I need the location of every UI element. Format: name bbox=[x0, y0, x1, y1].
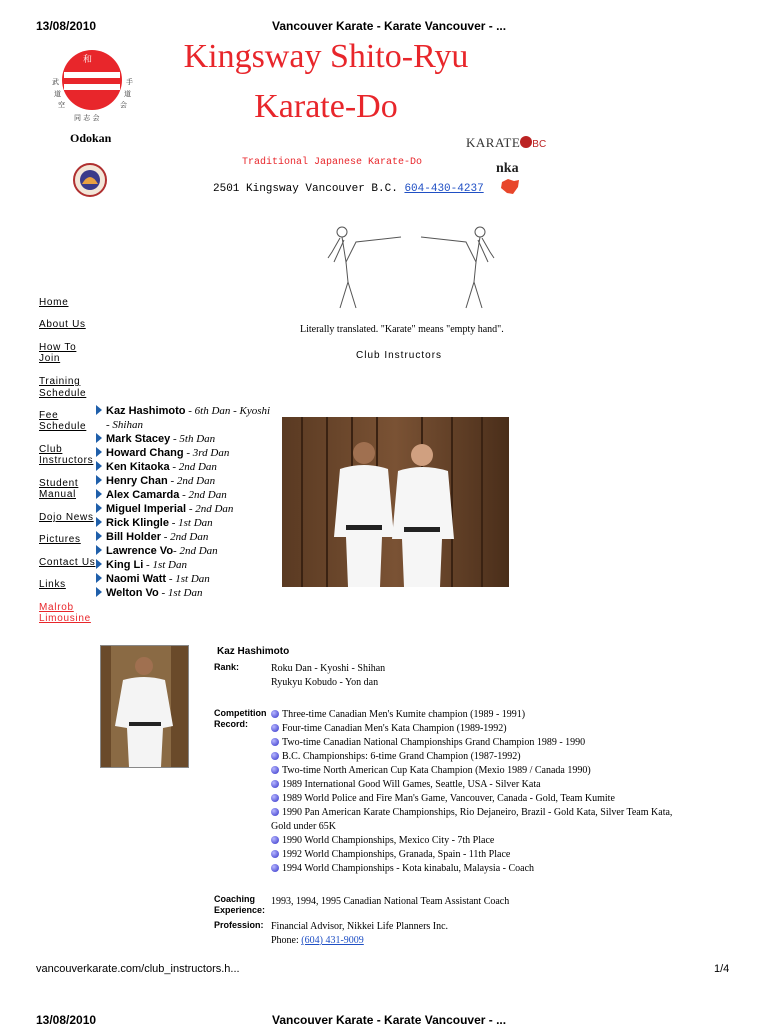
phone-link[interactable]: 604-430-4237 bbox=[404, 183, 484, 195]
record-item: 1990 World Championships, Mexico City - 7th Place bbox=[271, 834, 711, 848]
rank-line-2: Ryukyu Kobudo - Yon dan bbox=[271, 677, 379, 688]
svg-text:手: 手 bbox=[126, 78, 133, 86]
site-address bbox=[213, 183, 484, 195]
nav-fee-1[interactable]: Fee bbox=[39, 410, 59, 421]
instructor-item[interactable]: Rick Klingle - 1st Dan bbox=[96, 516, 213, 530]
triangle-right-icon bbox=[96, 573, 102, 583]
competition-label-1: Competition bbox=[214, 708, 267, 718]
triangle-right-icon bbox=[96, 559, 102, 569]
nav-malrob-2[interactable]: Limousine bbox=[39, 613, 91, 624]
tagline: Literally translated. "Karate" means "empty hand". bbox=[300, 324, 504, 335]
karate-badge-icon bbox=[72, 162, 108, 198]
blue-dot-icon bbox=[271, 794, 279, 802]
competition-label bbox=[214, 708, 267, 730]
svg-text:会: 会 bbox=[120, 101, 127, 109]
instructor-item[interactable]: King Li - 1st Dan bbox=[96, 558, 187, 572]
karate-figures-illustration bbox=[326, 222, 496, 310]
record-item: 1994 World Championships - Kota kinabalu, Malaysia - Coach bbox=[271, 862, 711, 876]
nav-training-1[interactable]: Training bbox=[39, 376, 81, 387]
nav-contact[interactable]: Contact Us bbox=[39, 557, 96, 568]
nav-club-2[interactable]: Instructors bbox=[39, 455, 94, 466]
triangle-right-icon bbox=[96, 433, 102, 443]
site-subtitle: Traditional Japanese Karate-Do bbox=[242, 157, 423, 168]
nav-how-to-join-2[interactable]: Join bbox=[39, 353, 61, 364]
triangle-right-icon bbox=[96, 517, 102, 527]
record-item: Two-time Canadian National Championships Grand Champion 1989 - 1990 bbox=[271, 736, 711, 750]
profession-text: Financial Advisor, Nikkei Life Planners Inc. bbox=[271, 921, 449, 932]
svg-text:道: 道 bbox=[124, 90, 131, 98]
instructor-item[interactable]: Alex Camarda - 2nd Dan bbox=[96, 488, 227, 502]
instructors-photo bbox=[282, 417, 509, 587]
site-title-line2: Karate-Do bbox=[254, 88, 398, 125]
svg-text:道: 道 bbox=[54, 90, 61, 98]
profession-label: Profession: bbox=[214, 920, 264, 930]
print-date-next: 13/08/2010 bbox=[36, 1013, 97, 1027]
instructor-item[interactable]: Kaz Hashimoto - 6th Dan - Kyoshi bbox=[96, 404, 270, 418]
nka-text: nka bbox=[496, 161, 519, 176]
triangle-right-icon bbox=[96, 587, 102, 597]
blue-dot-icon bbox=[271, 864, 279, 872]
nav-student-2[interactable]: Manual bbox=[39, 489, 76, 500]
record-item: 1992 World Championships, Granada, Spain - 11th Place bbox=[271, 848, 711, 862]
record-item: B.C. Championships: 6-time Grand Champion (1987-1992) bbox=[271, 750, 711, 764]
rank-values bbox=[271, 662, 711, 690]
print-date: 13/08/2010 bbox=[36, 19, 97, 33]
coaching-label bbox=[214, 894, 265, 916]
rank-line-1: Roku Dan - Kyoshi - Shihan bbox=[271, 663, 386, 674]
address-text: 2501 Kingsway Vancouver B.C. bbox=[213, 183, 398, 195]
blue-dot-icon bbox=[271, 850, 279, 858]
nav-how-to-join-1[interactable]: How To bbox=[39, 342, 77, 353]
svg-text:武: 武 bbox=[52, 78, 59, 86]
triangle-right-icon bbox=[96, 475, 102, 485]
blue-dot-icon bbox=[271, 752, 279, 760]
instructor-item[interactable]: Miguel Imperial - 2nd Dan bbox=[96, 502, 233, 516]
instructor-item[interactable]: Bill Holder - 2nd Dan bbox=[96, 530, 208, 544]
triangle-right-icon bbox=[96, 447, 102, 457]
coaching-label-1: Coaching bbox=[214, 894, 256, 904]
nav-about[interactable]: About Us bbox=[39, 319, 86, 330]
record-item: 1989 International Good Will Games, Seattle, USA - Silver Kata bbox=[271, 778, 711, 792]
competition-label-2: Record: bbox=[214, 719, 249, 729]
rank-label: Rank: bbox=[214, 662, 240, 672]
nav-home[interactable]: Home bbox=[39, 297, 69, 308]
record-item: 1990 Pan American Karate Championships, Rio Dejaneiro, Brazil - Gold Kata, Silver Team Kata, bbox=[271, 806, 711, 820]
nav-pictures[interactable]: Pictures bbox=[39, 534, 81, 545]
profession-phone bbox=[271, 934, 711, 948]
karatebc-ball-icon bbox=[520, 136, 532, 148]
svg-text:同 志 会: 同 志 会 bbox=[74, 114, 100, 122]
karatebc-suffix: BC bbox=[532, 139, 547, 150]
record-item: 1989 World Police and Fire Man's Game, Vancouver, Canada - Gold, Team Kumite bbox=[271, 792, 711, 806]
record-item-cont: Gold under 65K bbox=[271, 821, 336, 832]
profile-name: Kaz Hashimoto bbox=[217, 646, 290, 657]
blue-dot-icon bbox=[271, 808, 279, 816]
triangle-right-icon bbox=[96, 405, 102, 415]
instructor-item[interactable]: Henry Chan - 2nd Dan bbox=[96, 474, 215, 488]
print-page-title-next: Vancouver Karate - Karate Vancouver - ... bbox=[272, 1013, 507, 1027]
instructor-item[interactable]: Lawrence Vo- 2nd Dan bbox=[96, 544, 218, 558]
instructor-item[interactable]: Naomi Watt - 1st Dan bbox=[96, 572, 210, 586]
blue-dot-icon bbox=[271, 836, 279, 844]
nav-student-1[interactable]: Student bbox=[39, 478, 79, 489]
blue-dot-icon bbox=[271, 780, 279, 788]
instructor-item[interactable]: Welton Vo - 1st Dan bbox=[96, 586, 202, 600]
instructor-item-rank-cont: - Shihan bbox=[106, 419, 143, 431]
triangle-right-icon bbox=[96, 461, 102, 471]
logo-glyph: 和 bbox=[83, 54, 93, 64]
print-page-number: 1/4 bbox=[714, 963, 730, 975]
karatebc-text: KARATE bbox=[466, 135, 521, 150]
odokan-logo-icon bbox=[46, 44, 138, 128]
section-title: Club Instructors bbox=[356, 350, 443, 361]
profile-photo bbox=[100, 645, 189, 768]
nav-malrob-1[interactable]: Malrob bbox=[39, 602, 74, 613]
instructor-item[interactable]: Ken Kitaoka - 2nd Dan bbox=[96, 460, 217, 474]
triangle-right-icon bbox=[96, 503, 102, 513]
nav-club-1[interactable]: Club bbox=[39, 444, 63, 455]
instructor-item[interactable]: Mark Stacey - 5th Dan bbox=[96, 432, 215, 446]
logo-caption: Odokan bbox=[70, 131, 112, 145]
blue-dot-icon bbox=[271, 710, 279, 718]
triangle-right-icon bbox=[96, 545, 102, 555]
nav-news[interactable]: Dojo News bbox=[39, 512, 94, 523]
nka-map-icon bbox=[500, 178, 520, 196]
profession-values bbox=[271, 920, 711, 948]
triangle-right-icon bbox=[96, 531, 102, 541]
record-item: Four-time Canadian Men's Kata Champion (1989-1992) bbox=[271, 722, 711, 736]
instructor-item[interactable]: Howard Chang - 3rd Dan bbox=[96, 446, 229, 460]
competition-record-list bbox=[271, 708, 711, 876]
record-item: Three-time Canadian Men's Kumite champion (1989 - 1991) bbox=[271, 708, 711, 722]
nav-fee-2[interactable]: Schedule bbox=[39, 421, 87, 432]
blue-dot-icon bbox=[271, 766, 279, 774]
phone-label: Phone: bbox=[271, 935, 302, 946]
print-page-title: Vancouver Karate - Karate Vancouver - ... bbox=[272, 19, 507, 33]
coaching-value: 1993, 1994, 1995 Canadian National Team Assistant Coach bbox=[271, 896, 510, 907]
print-url: vancouverkarate.com/club_instructors.h... bbox=[36, 963, 240, 975]
svg-text:空: 空 bbox=[58, 101, 65, 109]
coaching-label-2: Experience: bbox=[214, 905, 266, 915]
blue-dot-icon bbox=[271, 738, 279, 746]
blue-dot-icon bbox=[271, 724, 279, 732]
karatebc-logo bbox=[466, 134, 556, 152]
nav-training-2[interactable]: Schedule bbox=[39, 388, 87, 399]
nav-links[interactable]: Links bbox=[39, 579, 66, 590]
record-item: Two-time North American Cup Kata Champion (Mexio 1989 / Canada 1990) bbox=[271, 764, 711, 778]
triangle-right-icon bbox=[96, 489, 102, 499]
profile-phone-link[interactable]: (604) 431-9009 bbox=[301, 935, 364, 946]
site-title-line1: Kingsway Shito-Ryu bbox=[183, 38, 469, 75]
